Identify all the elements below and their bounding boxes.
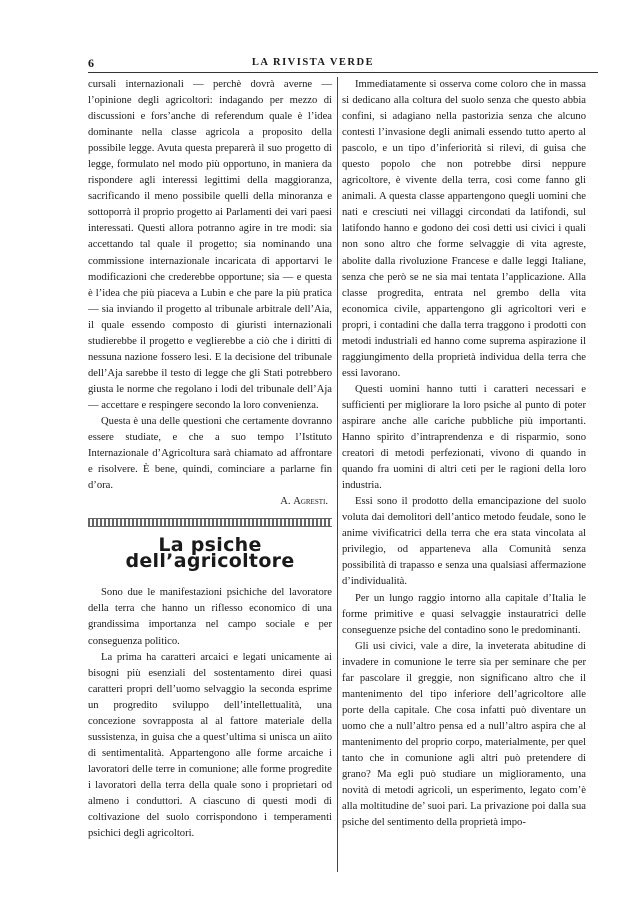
journal-title: LA RIVISTA VERDE [251,57,375,68]
paragraph: Per un lungo raggio intorno alla capitale d’Italia le forme primitive e quasi selvaggie instauratrici delle conseguenze psiche del contadino sono le predominanti. [342,592,586,636]
paragraph: Essi sono il prodotto della emancipazione del suolo voluta dai demolitori dell’antico metodo feudale, sono le anime vivificatrici della terra che era stata vincolata al privilegio, od apparteneva alla Comunità senza possibilità di trapasso e senza una qualsiasi affermazione d’individualità. [342,496,586,588]
column-rule [337,77,338,872]
signature-name: Agresti. [293,496,328,508]
running-header [88,56,538,70]
paragraph: Gli usi civici, vale a dire, la inveterata abitudine di invadere in comunione le terre sia per seminare che per far pascolare il greggie, non significano altro che il mantenimento del tipo inferiore dell’agricoltore alle porte della capitale. Che cosa infatti può diventare un uomo che a null’altro pensa ed a null’altro aspira che al mantenimento del proprio corpo, materialmente, per quel tanto che in comunione agli altri può pretendere di grano? Ma egli può studiare un miglioramento, una novità di metodi agricoli, un esperimento, legato com’è alla moltitudine de’ suoi pari. La privazione poi dalla sua psiche del sentimento della proprietà impo- [342,640,586,829]
signature-initial: A. [280,496,291,508]
left-column [88,77,332,842]
paragraph: Sono due le manifestazioni psichiche del lavoratore della terra che hanno un riflesso economico di una grandissima importanza nel campo sociale e per conseguenza politico. [88,587,332,647]
header-rule [88,72,598,73]
paragraph: Immediatamente si osserva come coloro che in massa si dedicano alla coltura del suolo senza che questo abbia confini, si adagiano nella pastorizia senza che alcuno contesti l’invasione degli animali essendo tutto aperto al pascolo, e un tipo d’inferiorità si rilevi, di guisa che questo popolo che non potrebbe dirsi neppure agricoltore, è vivente della terra, così come fanno gli animali. A questa classe appartengono quegli uomini che nati e cresciuti nei villaggi circondati da latifondi, sul latifondo hanno e godono dei così detti usi civici i quali non sono altro che forme selvaggie di vita agreste, abolite dalla rivoluzione Francese e dalle leggi Italiane, senza che però se ne sia mai tentata l’applicazione. Alla classe progredita, entrata nel grembo della vita economica civile, appartengono gli agricoltori veri e propri, i contadini che dalla terra traggono i prodotti con metodi industriali ed hanno come suprema aspirazione il raggiungimento della proprietà individua della terra che essi lavorano. [342,79,586,379]
page-number: 6 [88,56,94,70]
paragraph: La prima ha caratteri arcaici e legati unicamente ai bisogni più esenziali del sostentamento direi quasi caratteri propri dell’uomo selvaggio la seconda esprime un progredito sviluppo dell’intellettualità, una concezione sovrapposta al al fattore materiale della sussistenza, in guisa che a quest’ultima si unisca un aiito di sentimentalità. Appartengono alle forme arcaiche i lavoratori delle terre in comunione; alle forme progredite i lavoratori della terra della quale sono i proprietari od almeno i conduttori. A ciascuno di questi modi di coltivazione del suolo corrispondono i temperamenti psichici degli agricoltori. [88,651,332,840]
paragraph: cursali internazionali — perchè dovrà averne — l’opinione degli agricoltori: indagando per mezzo di discussioni e fors’anche di referendum quale è l’idea dominante nella classe agricola a proposito della possibile legge. Avuta questa preparerà il suo progetto di legge, formulato nel modo più opportuno, in maniera da rispondere agli interessi legittimi della maggioranza, sacrificando il meno possibile quelli della minoranza e sottoporrà il proprio progetto ai Parlamenti dei vari paesi interessati. Questi allora potranno agire in tre modi: sia accettando tal quale il progetto; sia nominando una commissione internazionale incaricata di apportarvi le modificazioni che crederebbe opportune; sia — e questa è l’idea che più piaceva a Lubin e che pare la più pratica — sia inviando il progetto al tribunale arbitrale dell’Aia, il quale essendo composto di giuristi internazionali studierebbe il progetto e veglierebbe a ciò che i diritti di nessuna nazione fossero lesi. E la decisione del tribunale dell’Aja sarebbe il testo di legge che gli Stati potrebbero giusta le norme che regolano i lodi del tribunale dell’Aja — accettare e respingere secondo la loro convenienza. [88,79,332,411]
paragraph: Questa è una delle questioni che certamente dovranno essere studiate, e che a suo tempo l’Istituto Internazionale d’Agricoltura sarà chiamato ad affrontare e risolvere. È bene, quindi, cominciare a parlarne fin d’ora. [88,415,332,492]
author-signature [88,494,332,510]
right-column [342,77,586,831]
paragraph: Questi uomini hanno tutti i caratteri necessari e sufficienti per migliorare la loro psiche al punto di poter aspirare anche alle cariche pubbliche più importanti. Hanno spirito d’intraprendenza e di risparmio, sono creatori di metodi perfezionati, vivono di quando in quando fra uomini di altri ceti per le ragioni della loro industria. [342,383,586,492]
decorative-divider [88,518,332,527]
section-title: La psiche dell’agricoltore [125,534,295,573]
